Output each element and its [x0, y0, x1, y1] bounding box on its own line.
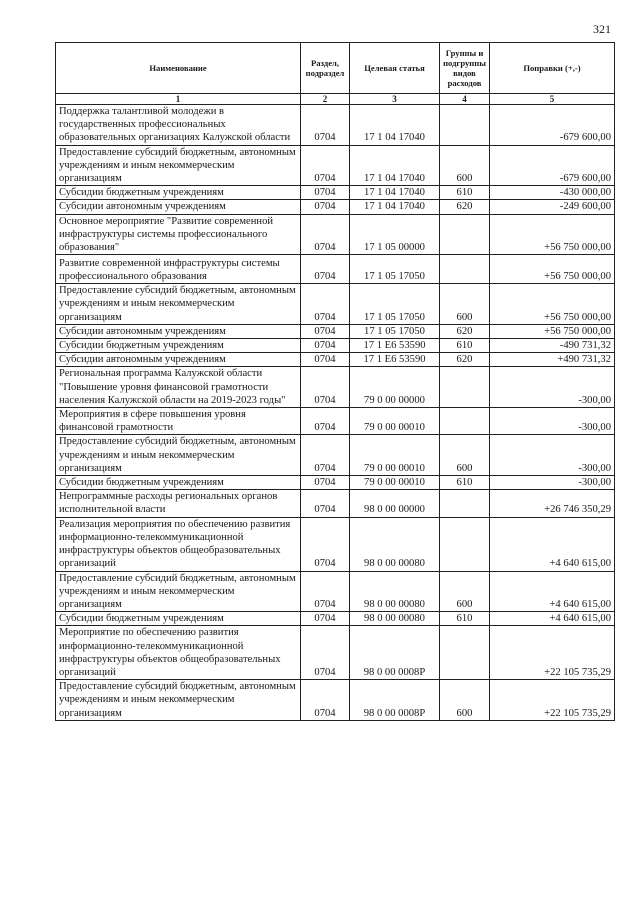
row-article: 79 0 00 00010: [350, 435, 440, 476]
row-article: 17 1 E6 53590: [350, 353, 440, 367]
row-group: 600: [440, 435, 490, 476]
row-article: 17 1 05 17050: [350, 284, 440, 325]
row-article: 17 1 05 17050: [350, 255, 440, 284]
row-group: [440, 255, 490, 284]
header-amendments: Поправки (+,-): [490, 43, 615, 94]
row-article: 79 0 00 00010: [350, 476, 440, 490]
row-group: 610: [440, 612, 490, 626]
row-section: 0704: [301, 200, 350, 214]
table-row: [56, 680, 615, 721]
table-row: [56, 186, 615, 200]
table-row: [56, 435, 615, 476]
row-name: Реализация мероприятия по обеспечению развития информационно-телекоммуникационной инфраструктуры объектов общеобразовательных организаций: [56, 517, 301, 571]
row-article: 17 1 05 17050: [350, 324, 440, 338]
table-row: [56, 353, 615, 367]
row-name: Мероприятие по обеспечению развития информационно-телекоммуникационной инфраструктуры объектов общеобразовательных организаций: [56, 626, 301, 680]
table-row: [56, 367, 615, 408]
row-name: Субсидии автономным учреждениям: [56, 324, 301, 338]
row-amount: -300,00: [490, 408, 615, 435]
row-amount: +56 750 000,00: [490, 255, 615, 284]
row-section: 0704: [301, 214, 350, 255]
column-number: 3: [350, 94, 440, 105]
column-number: 4: [440, 94, 490, 105]
row-group: 610: [440, 186, 490, 200]
row-section: 0704: [301, 367, 350, 408]
row-section: 0704: [301, 353, 350, 367]
row-group: [440, 626, 490, 680]
row-section: 0704: [301, 476, 350, 490]
row-group: 620: [440, 324, 490, 338]
row-amount: -679 600,00: [490, 145, 615, 186]
row-group: [440, 408, 490, 435]
row-group: 610: [440, 476, 490, 490]
row-name: Предоставление субсидий бюджетным, автономным учреждениям и иным некоммерческим организациям: [56, 571, 301, 612]
row-article: 98 0 00 00080: [350, 517, 440, 571]
table-row: [56, 571, 615, 612]
row-article: 98 0 00 0008Р: [350, 626, 440, 680]
row-amount: +22 105 735,29: [490, 626, 615, 680]
row-name: Субсидии бюджетным учреждениям: [56, 612, 301, 626]
table-row: [56, 145, 615, 186]
table-row: [56, 490, 615, 517]
row-name: Предоставление субсидий бюджетным, автономным учреждениям и иным некоммерческим организациям: [56, 284, 301, 325]
row-group: 610: [440, 339, 490, 353]
row-amount: +26 746 350,29: [490, 490, 615, 517]
row-name: Субсидии бюджетным учреждениям: [56, 476, 301, 490]
row-amount: -249 600,00: [490, 200, 615, 214]
table-header-row: [56, 43, 615, 94]
row-amount: -300,00: [490, 367, 615, 408]
row-amount: -300,00: [490, 435, 615, 476]
row-group: 600: [440, 680, 490, 721]
row-name: Поддержка талантливой молодежи в государственных профессиональных образовательных организациях Калужской области: [56, 105, 301, 146]
row-section: 0704: [301, 680, 350, 721]
header-name: Наименование: [56, 43, 301, 94]
row-name: Региональная программа Калужской области "Повышение уровня финансовой грамотности населения Калужской области на 2019-2023 годы": [56, 367, 301, 408]
header-section: Раздел, подраздел: [301, 43, 350, 94]
row-group: [440, 105, 490, 146]
table-body: [56, 105, 615, 721]
row-section: 0704: [301, 339, 350, 353]
row-name: Предоставление субсидий бюджетным, автономным учреждениям и иным некоммерческим организациям: [56, 435, 301, 476]
row-article: 17 1 04 17040: [350, 200, 440, 214]
row-section: 0704: [301, 255, 350, 284]
row-section: 0704: [301, 284, 350, 325]
row-article: 79 0 00 00010: [350, 408, 440, 435]
row-name: Субсидии автономным учреждениям: [56, 200, 301, 214]
row-article: 98 0 00 00080: [350, 571, 440, 612]
row-article: 98 0 00 00080: [350, 612, 440, 626]
row-name: Субсидии автономным учреждениям: [56, 353, 301, 367]
table-row: [56, 214, 615, 255]
table-row: [56, 517, 615, 571]
row-section: 0704: [301, 626, 350, 680]
table-row: [56, 626, 615, 680]
row-section: 0704: [301, 145, 350, 186]
table-row: [56, 408, 615, 435]
row-amount: -490 731,32: [490, 339, 615, 353]
column-number: 5: [490, 94, 615, 105]
row-article: 17 1 04 17040: [350, 105, 440, 146]
row-group: [440, 517, 490, 571]
row-group: 620: [440, 200, 490, 214]
budget-amendments-table: [55, 42, 615, 721]
header-target-article: Целевая статья: [350, 43, 440, 94]
row-amount: +22 105 735,29: [490, 680, 615, 721]
row-group: 600: [440, 145, 490, 186]
table-row: [56, 476, 615, 490]
row-name: Непрограммные расходы региональных органов исполнительной власти: [56, 490, 301, 517]
row-amount: +56 750 000,00: [490, 324, 615, 338]
row-group: [440, 367, 490, 408]
row-group: [440, 214, 490, 255]
header-groups: Группы и подгруппы видов расходов: [440, 43, 490, 94]
row-amount: +56 750 000,00: [490, 284, 615, 325]
row-section: 0704: [301, 490, 350, 517]
row-name: Предоставление субсидий бюджетным, автономным учреждениям и иным некоммерческим организациям: [56, 145, 301, 186]
row-amount: -679 600,00: [490, 105, 615, 146]
row-section: 0704: [301, 408, 350, 435]
row-section: 0704: [301, 324, 350, 338]
row-section: 0704: [301, 435, 350, 476]
row-group: 600: [440, 284, 490, 325]
row-article: 17 1 05 00000: [350, 214, 440, 255]
row-amount: +4 640 615,00: [490, 612, 615, 626]
row-article: 17 1 04 17040: [350, 145, 440, 186]
row-amount: -430 000,00: [490, 186, 615, 200]
row-name: Предоставление субсидий бюджетным, автономным учреждениям и иным некоммерческим организациям: [56, 680, 301, 721]
row-section: 0704: [301, 105, 350, 146]
row-name: Субсидии бюджетным учреждениям: [56, 339, 301, 353]
page-number: 321: [593, 22, 611, 36]
table-row: [56, 200, 615, 214]
row-section: 0704: [301, 571, 350, 612]
row-amount: -300,00: [490, 476, 615, 490]
column-number: 1: [56, 94, 301, 105]
table-row: [56, 105, 615, 146]
row-amount: +490 731,32: [490, 353, 615, 367]
row-article: 98 0 00 0008Р: [350, 680, 440, 721]
table-row: [56, 255, 615, 284]
table-row: [56, 284, 615, 325]
row-amount: +56 750 000,00: [490, 214, 615, 255]
table-row: [56, 612, 615, 626]
row-article: 79 0 00 00000: [350, 367, 440, 408]
row-section: 0704: [301, 517, 350, 571]
row-name: Развитие современной инфраструктуры системы профессионального образования: [56, 255, 301, 284]
row-group: [440, 490, 490, 517]
row-group: 620: [440, 353, 490, 367]
row-amount: +4 640 615,00: [490, 571, 615, 612]
table-row: [56, 324, 615, 338]
row-section: 0704: [301, 186, 350, 200]
row-amount: +4 640 615,00: [490, 517, 615, 571]
row-name: Основное мероприятие "Развитие современной инфраструктуры системы профессионального образования": [56, 214, 301, 255]
row-article: 17 1 E6 53590: [350, 339, 440, 353]
column-number: 2: [301, 94, 350, 105]
row-name: Мероприятия в сфере повышения уровня финансовой грамотности: [56, 408, 301, 435]
row-name: Субсидии бюджетным учреждениям: [56, 186, 301, 200]
row-article: 17 1 04 17040: [350, 186, 440, 200]
column-number-row: [56, 94, 615, 105]
row-section: 0704: [301, 612, 350, 626]
row-article: 98 0 00 00000: [350, 490, 440, 517]
row-group: 600: [440, 571, 490, 612]
table-row: [56, 339, 615, 353]
